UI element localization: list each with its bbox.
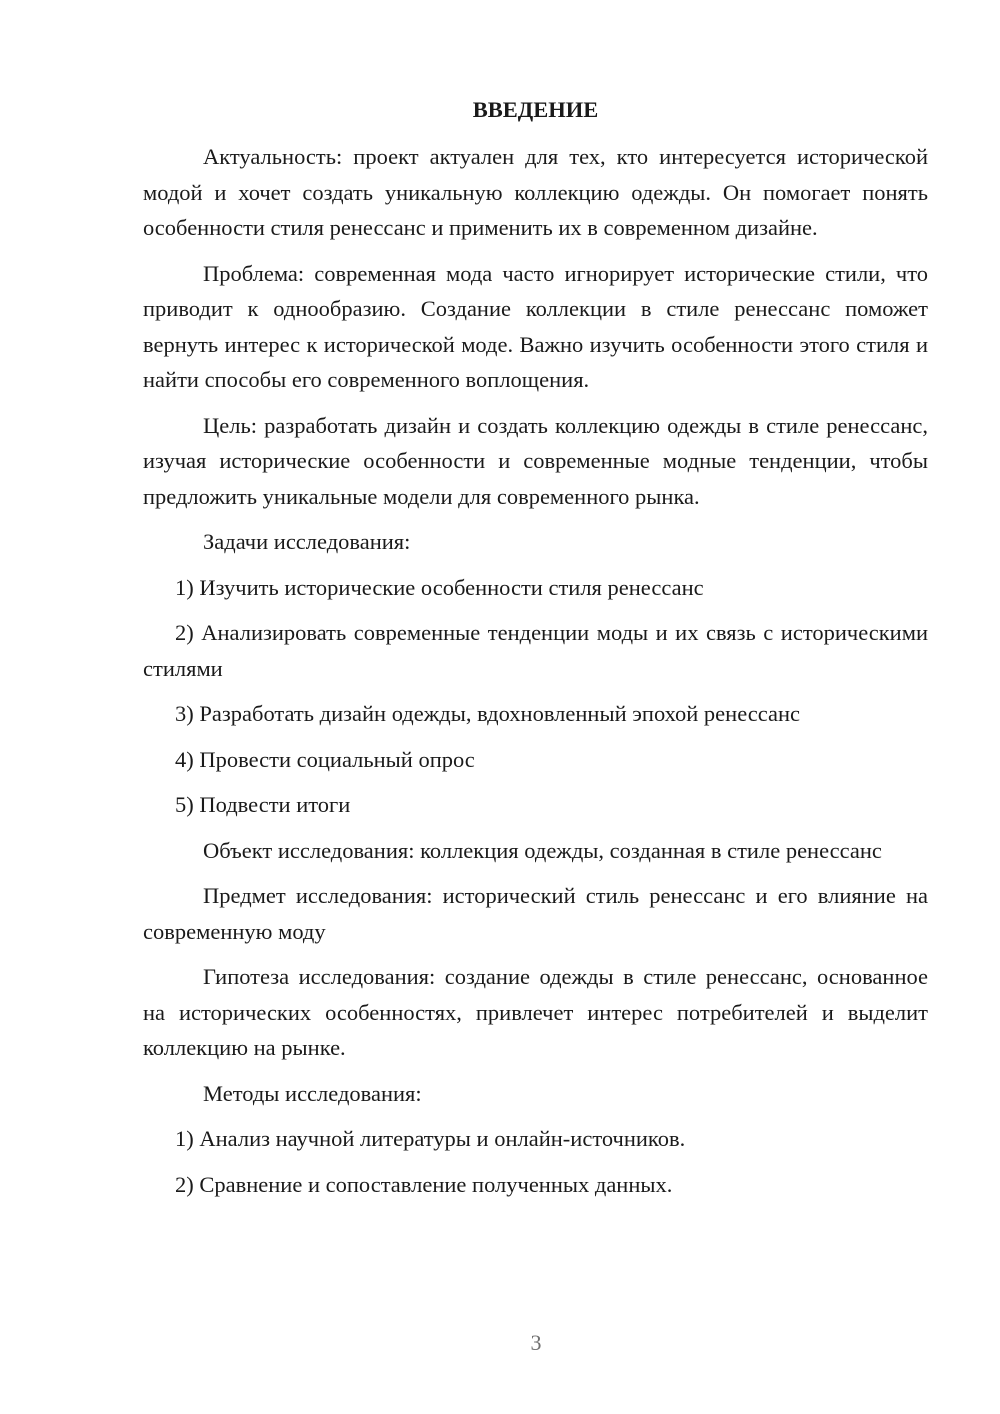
tasks-heading: Задачи исследования:: [203, 529, 411, 554]
task-item-2: 2) Анализировать современные тенденции моды и их связь с историческими стилями: [143, 620, 928, 681]
problem-paragraph: Проблема: современная мода часто игнорирует исторические стили, что приводит к однообразию. Создание коллекции в стиле ренессанс поможет вернуть интерес к исторической моде. Важно изучить особенности этого стиля и найти способы его современного воплощения.: [143, 260, 928, 392]
task-item-3: 3) Разработать дизайн одежды, вдохновленный эпохой ренессанс: [175, 701, 801, 726]
task-item-4: 4) Провести социальный опрос: [175, 746, 475, 772]
object-paragraph: Объект исследования: коллекция одежды, созданная в стиле ренессанс: [203, 837, 882, 863]
task-item-1: 1) Изучить исторические особенности стиля ренессанс: [175, 574, 704, 600]
page-number: 3: [530, 1330, 542, 1355]
method-item-2: 2) Сравнение и сопоставление полученных данных.: [175, 1171, 673, 1197]
page-title: ВВЕДЕНИЕ: [472, 97, 599, 122]
goal-paragraph: Цель: разработать дизайн и создать коллекцию одежды в стиле ренессанс, изучая исторические особенности и современные модные тенденции, чтобы предложить уникальные модели для современного рынка.: [143, 412, 928, 509]
methods-heading: Методы исследования:: [203, 1080, 422, 1106]
subject-paragraph: Предмет исследования: исторический стиль ренессанс и его влияние на современную моду: [143, 883, 928, 944]
task-item-5: 5) Подвести итоги: [175, 792, 351, 817]
paragraph-list: [143, 139, 928, 1202]
relevance-paragraph: Актуальность: проект актуален для тех, кто интересуется исторической модой и хочет создать уникальную коллекцию одежды. Он помогает понять особенности стиля ренессанс и применить их в современном дизайне.: [143, 144, 928, 240]
method-item-1: 1) Анализ научной литературы и онлайн-источников.: [175, 1126, 686, 1151]
page-body: [143, 92, 928, 1212]
hypothesis-paragraph: Гипотеза исследования: создание одежды в стиле ренессанс, основанное на исторических особенностях, привлечет интерес потребителей и выделит коллекцию на рынке.: [143, 964, 928, 1060]
